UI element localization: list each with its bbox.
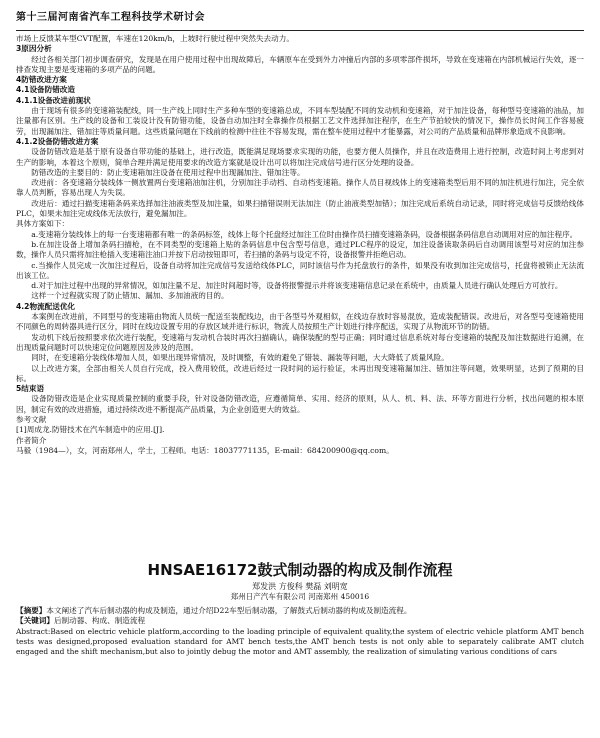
body-paragraph: 具体方案如下： [16,219,70,229]
keywords-paragraph [16,616,584,626]
body-paragraph: 经过各相关部门初步调查研究，发现是在用户使用过程中出现故障后，车辆原车在受到外力冲撞后内部的多项零部件损坏，导致在变速箱在内部机械运行失效，逐一排查发现主要是变速箱的多项产品的问题。 [16,54,584,74]
section-heading: 4.2物流配送优化 [16,301,76,311]
body-paragraph: 防错改造的主要目的：防止变速箱加注设备在使用过程中出现漏加注、错加注等。 [31,167,305,177]
section-heading: 4.1设备防错改造 [16,85,76,95]
body-paragraph: 由于现场有很多的变速箱装配线，同一生产线上同时生产多种车型的变速箱总成，不同车型装配不同的发动机和变速箱，对于加注设备，每种型号变速箱的油品，加注量都有区别。生产线的设备和工装设计没有防错功能，设备自动加注时全靠操作员根据工艺文件选择加注程序，在生产节拍较快的情况下，操作员长时间工作容易疲劳，出现漏加注、错加注等质量问题。这些质量问题在下线前的检测中往往不容易发现，需在整车使用过程中才能暴露，对公司的产品质量和品牌形象造成不良影响。 [16,106,584,136]
keywords-text: 后制动器、构成、制造流程 [53,616,146,626]
body-paragraph: 以上改进方案，全部由相关人员自行完成，投入费用较低，改进后经过一段时间的运行验证，未再出现变速箱漏加注、错加注等问题，效果明显，达到了预期的目标。 [16,363,584,383]
article-authors: 郑发洪 方俊科 樊磊 刘明宽 [252,582,348,591]
body-paragraph: d.对于加注过程中出现的异常情况，如加注量不足、加注时间超时等，设备将报警提示并将该变速箱信息记录在系统中，由质量人员进行确认处理后方可放行。 [31,281,563,291]
body-paragraph: c.当操作人员完成一次加注过程后，设备自动将加注完成信号发送给线体PLC，同时该信号作为托盘放行的条件，如果没有收到加注完成信号，托盘将被锁止无法流出该工位。 [16,260,584,280]
body-paragraph: 同时，在变速箱分装线体增加人员，如果出现异常情况，及时调整，有效的避免了错装、漏装等问题，大大降低了质量风险。 [31,353,449,363]
section-heading: 4.1.2设备防错改进方案 [16,136,99,146]
body-paragraph: b.在加注设备上增加条码扫描枪，在不同类型的变速箱上贴的条码信息中包含型号信息，通过PLC程序的设定，加注设备读取条码后自动调用该型号对应的加注参数，操作人员只需将加注枪插入变速箱注油口并按下启动按钮即可，若扫描的条码与设定不符，设备报警并拒绝启动。 [16,239,584,260]
body-paragraph: 设备防错改造是基于原有设备自带功能的基础上，进行改造，既能满足现场要求实现的功能，也要方便人员操作，并且在改造费用上进行控制，改造时间上考虑到对生产的影响，本着这个原则，简单合理并满足使用要求的改造方案就是设计出可以将加注完成信号进行区分处理的设备。 [16,147,584,167]
section-heading: 4.1.1设备改进前现状 [16,95,91,105]
body-paragraph: 市场上反馈某车型CVT配置，车速在120km/h，上坡时行驶过程中突然失去动力。 [16,34,294,43]
article-title: HNSAE16172鼓式制动器的构成及制作流程 [147,561,453,579]
body-paragraph: 马毅（1984—），女，河南郑州人，学士，工程师。电话：18037771135，E-mail：684200900@qq.com。 [16,445,394,455]
article-affiliation: 郑州日产汽车有限公司 河南郑州 450016 [230,592,370,601]
body-paragraph: a.变速箱分装线体上的每一台变速箱都有唯一的条码标签，线体上每个托盘经过加注工位时由操作员扫描变速箱条码，设备根据条码信息自动调用对应的加注程序。 [31,229,578,239]
body-paragraph: 参考文献 [16,414,47,424]
body-paragraph: 设备防错改造是企业实现质量控制的重要手段，针对设备防错改造，应遵循简单、实用、经济的原则，从人、机、料、法、环等方面进行分析，找出问题的根本原因，制定有效的改进措施，通过持续改进不断提高产品质量，为企业创造更大的效益。 [16,394,584,414]
abstract-text: 本文阐述了汽车后制动器的构成及制造，通过介绍D22车型后制动器，了解鼓式后制动器的构成及制造流程。 [46,606,412,615]
running-header [16,8,584,31]
keywords-label: 【关键词】 [16,616,54,626]
section-heading: 3原因分析 [16,44,52,54]
abstract-paragraph [16,606,584,616]
body-paragraph: [1]周成龙.防错技术在汽车制造中的应用.[J]. [16,425,165,435]
new-article-block [16,560,584,657]
body-paragraph: 发动机下线后按照要求依次进行装配，变速箱与发动机合装时再次扫描确认，确保装配的型号正确；同时通过信息系统对每台变速箱的装配及加注数据进行追溯，在出现质量问题时可以快速定位问题原因及涉及的范围。 [16,332,584,352]
section-heading: 4防错改进方案 [16,75,67,85]
body-paragraph: 改进后：通过扫描变速箱条码来选择加注油液类型及加注量，如果扫描错误则无法加注（防止油液类型加错）；加注完成后系统自动记录，同时将完成信号反馈给线体PLC，如果未加注完成线体无法放行，避免漏加注。 [16,198,584,219]
body-paragraph: 改进前：各变速箱分装线体一侧放置两台变速箱油加注机，分别加注手动档、自动档变速箱。操作人员目视线体上的变速箱类型后用不同的加注机进行加注，完全依靠人员判断，容易出现人为失误。 [16,178,584,198]
header-title: 第十三届河南省汽车工程科技学术研讨会 [16,12,205,23]
section-heading: 5结束语 [16,384,45,394]
body-paragraph: 作者简介 [16,435,47,445]
english-abstract: Abstract:Based on electric vehicle platform,according to the loading principle of equivalent quality,the system of electric vehicle platform AMT bench tests was designed,proposed evaluation standard for AMT bench tests,the AMT bench tests is not only able to separately calibrate AMT clutch engaged and the shift mechanism,but also to jointly debug the motor and AMT assembly, the realization of simulating various conditions of cars [16,626,584,656]
article-body [16,34,584,456]
body-paragraph: 本案例在改进前，不同型号的变速箱由物流人员统一配送至装配线边，由于各型号外观相似，在线边存放时容易混放，造成装配错误。改进后，对各型号变速箱使用不同颜色的周转器具进行区分，同时在线边设置专用的存放区域并进行标识，物流人员按照生产计划进行排序配送，实现了从物流环节的防错。 [16,312,584,332]
body-paragraph: 这样一个过程就实现了防止错加、漏加、多加油液的目的。 [31,291,229,301]
abstract-label: 【摘要】 [16,606,47,615]
